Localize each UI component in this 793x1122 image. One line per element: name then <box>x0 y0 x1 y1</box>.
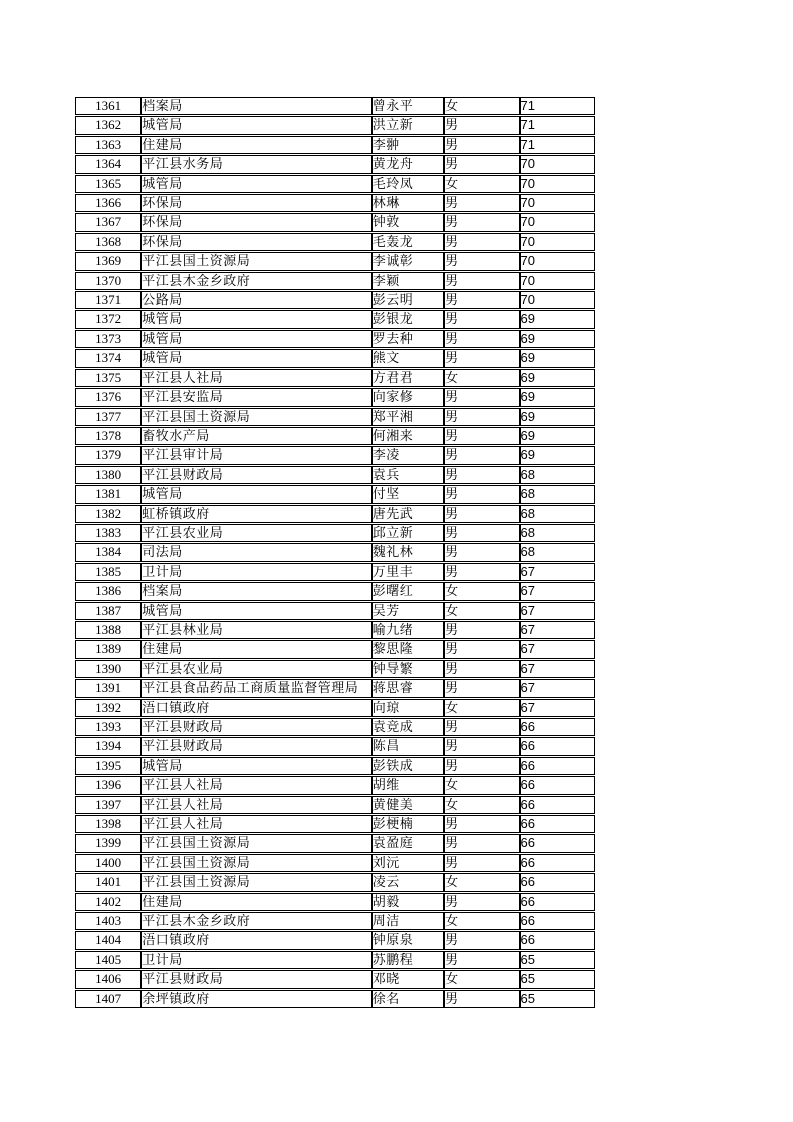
org-cell: 平江县国土资源局 <box>141 854 371 872</box>
score-cell: 67 <box>520 563 595 581</box>
score-cell: 67 <box>520 621 595 639</box>
score-cell: 69 <box>520 446 595 464</box>
table-row <box>75 310 595 328</box>
gender-cell: 男 <box>444 136 519 154</box>
rank-cell: 1388 <box>75 621 141 639</box>
score-cell: 66 <box>520 893 595 911</box>
table-row <box>75 369 595 387</box>
org-cell: 平江县木金乡政府 <box>141 272 371 290</box>
table-row <box>75 563 595 581</box>
name-cell: 胡毅 <box>372 893 444 911</box>
score-cell: 67 <box>520 660 595 678</box>
name-cell: 彭曙红 <box>372 582 444 600</box>
org-cell: 平江县农业局 <box>141 524 371 542</box>
gender-cell: 男 <box>444 388 519 406</box>
rank-cell: 1407 <box>75 990 141 1008</box>
table-row <box>75 679 595 697</box>
org-cell: 卫计局 <box>141 563 371 581</box>
table-row <box>75 699 595 717</box>
gender-cell: 男 <box>444 408 519 426</box>
table-row <box>75 136 595 154</box>
score-cell: 66 <box>520 873 595 891</box>
name-cell: 何湘来 <box>372 427 444 445</box>
org-cell: 平江县人社局 <box>141 776 371 794</box>
gender-cell: 男 <box>444 291 519 309</box>
table-row <box>75 912 595 930</box>
gender-cell: 女 <box>444 602 519 620</box>
org-cell: 平江县食品药品工商质量监督管理局 <box>141 679 371 697</box>
org-cell: 平江县人社局 <box>141 369 371 387</box>
table-row <box>75 388 595 406</box>
org-cell: 平江县审计局 <box>141 446 371 464</box>
gender-cell: 男 <box>444 893 519 911</box>
org-cell: 城管局 <box>141 757 371 775</box>
name-cell: 向琼 <box>372 699 444 717</box>
score-cell: 65 <box>520 951 595 969</box>
table-row <box>75 427 595 445</box>
gender-cell: 男 <box>444 854 519 872</box>
score-cell: 71 <box>520 116 595 134</box>
gender-cell: 女 <box>444 970 519 988</box>
name-cell: 邓晓 <box>372 970 444 988</box>
org-cell: 平江县国土资源局 <box>141 408 371 426</box>
score-cell: 70 <box>520 175 595 193</box>
score-cell: 68 <box>520 505 595 523</box>
org-cell: 平江县财政局 <box>141 466 371 484</box>
table-row <box>75 155 595 173</box>
score-cell: 66 <box>520 834 595 852</box>
name-cell: 魏礼林 <box>372 543 444 561</box>
gender-cell: 女 <box>444 776 519 794</box>
rank-cell: 1379 <box>75 446 141 464</box>
rank-cell: 1389 <box>75 640 141 658</box>
name-cell: 彭云明 <box>372 291 444 309</box>
rank-cell: 1403 <box>75 912 141 930</box>
rank-cell: 1395 <box>75 757 141 775</box>
gender-cell: 男 <box>444 485 519 503</box>
score-cell: 70 <box>520 252 595 270</box>
rank-cell: 1387 <box>75 602 141 620</box>
rank-cell: 1394 <box>75 737 141 755</box>
org-cell: 浯口镇政府 <box>141 699 371 717</box>
name-cell: 袁竞成 <box>372 718 444 736</box>
rank-cell: 1392 <box>75 699 141 717</box>
name-cell: 喻九绪 <box>372 621 444 639</box>
rank-cell: 1375 <box>75 369 141 387</box>
score-cell: 66 <box>520 854 595 872</box>
org-cell: 平江县人社局 <box>141 796 371 814</box>
gender-cell: 男 <box>444 990 519 1008</box>
rank-cell: 1401 <box>75 873 141 891</box>
gender-cell: 男 <box>444 543 519 561</box>
gender-cell: 男 <box>444 213 519 231</box>
name-cell: 刘沅 <box>372 854 444 872</box>
org-cell: 城管局 <box>141 349 371 367</box>
name-cell: 李诚彰 <box>372 252 444 270</box>
gender-cell: 男 <box>444 427 519 445</box>
gender-cell: 男 <box>444 718 519 736</box>
org-cell: 环保局 <box>141 213 371 231</box>
table-row <box>75 776 595 794</box>
rank-cell: 1361 <box>75 97 141 115</box>
rank-cell: 1404 <box>75 931 141 949</box>
score-cell: 68 <box>520 524 595 542</box>
gender-cell: 男 <box>444 640 519 658</box>
table-row <box>75 815 595 833</box>
org-cell: 卫计局 <box>141 951 371 969</box>
score-cell: 65 <box>520 970 595 988</box>
table-row <box>75 194 595 212</box>
gender-cell: 男 <box>444 524 519 542</box>
score-cell: 66 <box>520 796 595 814</box>
name-cell: 黄龙舟 <box>372 155 444 173</box>
name-cell: 钟导繁 <box>372 660 444 678</box>
org-cell: 住建局 <box>141 136 371 154</box>
gender-cell: 男 <box>444 116 519 134</box>
org-cell: 城管局 <box>141 310 371 328</box>
score-cell: 70 <box>520 213 595 231</box>
table-row <box>75 524 595 542</box>
org-cell: 城管局 <box>141 175 371 193</box>
org-cell: 平江县国土资源局 <box>141 873 371 891</box>
table-row <box>75 446 595 464</box>
score-cell: 71 <box>520 97 595 115</box>
rank-cell: 1384 <box>75 543 141 561</box>
name-cell: 李凌 <box>372 446 444 464</box>
table-row <box>75 621 595 639</box>
table-row <box>75 543 595 561</box>
score-cell: 70 <box>520 194 595 212</box>
name-cell: 袁兵 <box>372 466 444 484</box>
rank-cell: 1369 <box>75 252 141 270</box>
org-cell: 平江县国土资源局 <box>141 252 371 270</box>
name-cell: 李翀 <box>372 136 444 154</box>
rank-cell: 1374 <box>75 349 141 367</box>
rank-cell: 1393 <box>75 718 141 736</box>
name-cell: 周洁 <box>372 912 444 930</box>
table-row <box>75 893 595 911</box>
score-cell: 66 <box>520 931 595 949</box>
rank-cell: 1376 <box>75 388 141 406</box>
gender-cell: 男 <box>444 233 519 251</box>
org-cell: 城管局 <box>141 116 371 134</box>
org-cell: 城管局 <box>141 485 371 503</box>
rank-cell: 1362 <box>75 116 141 134</box>
rank-cell: 1405 <box>75 951 141 969</box>
org-cell: 平江县财政局 <box>141 718 371 736</box>
org-cell: 浯口镇政府 <box>141 931 371 949</box>
org-cell: 环保局 <box>141 194 371 212</box>
table-row <box>75 834 595 852</box>
gender-cell: 男 <box>444 194 519 212</box>
score-cell: 67 <box>520 602 595 620</box>
gender-cell: 女 <box>444 97 519 115</box>
rank-cell: 1402 <box>75 893 141 911</box>
score-cell: 66 <box>520 737 595 755</box>
score-cell: 69 <box>520 369 595 387</box>
name-cell: 彭梗楠 <box>372 815 444 833</box>
score-cell: 66 <box>520 776 595 794</box>
score-cell: 70 <box>520 233 595 251</box>
rank-cell: 1383 <box>75 524 141 542</box>
score-cell: 70 <box>520 272 595 290</box>
table-row <box>75 582 595 600</box>
rank-cell: 1364 <box>75 155 141 173</box>
name-cell: 吴芳 <box>372 602 444 620</box>
name-cell: 罗去种 <box>372 330 444 348</box>
table-row <box>75 737 595 755</box>
score-cell: 66 <box>520 815 595 833</box>
name-cell: 徐名 <box>372 990 444 1008</box>
org-cell: 档案局 <box>141 97 371 115</box>
score-cell: 70 <box>520 291 595 309</box>
score-cell: 68 <box>520 485 595 503</box>
rank-cell: 1391 <box>75 679 141 697</box>
rank-cell: 1385 <box>75 563 141 581</box>
org-cell: 虹桥镇政府 <box>141 505 371 523</box>
table-row <box>75 349 595 367</box>
rank-cell: 1377 <box>75 408 141 426</box>
org-cell: 司法局 <box>141 543 371 561</box>
name-cell: 万里丰 <box>372 563 444 581</box>
table-row <box>75 272 595 290</box>
gender-cell: 女 <box>444 699 519 717</box>
gender-cell: 男 <box>444 466 519 484</box>
rank-cell: 1366 <box>75 194 141 212</box>
name-cell: 郑平湘 <box>372 408 444 426</box>
gender-cell: 男 <box>444 330 519 348</box>
rank-cell: 1382 <box>75 505 141 523</box>
gender-cell: 女 <box>444 582 519 600</box>
org-cell: 平江县财政局 <box>141 737 371 755</box>
org-cell: 城管局 <box>141 602 371 620</box>
gender-cell: 女 <box>444 873 519 891</box>
gender-cell: 男 <box>444 660 519 678</box>
name-cell: 钟敦 <box>372 213 444 231</box>
org-cell: 档案局 <box>141 582 371 600</box>
score-cell: 69 <box>520 408 595 426</box>
name-cell: 毛玲凤 <box>372 175 444 193</box>
gender-cell: 男 <box>444 155 519 173</box>
gender-cell: 男 <box>444 834 519 852</box>
score-cell: 69 <box>520 427 595 445</box>
org-cell: 住建局 <box>141 893 371 911</box>
gender-cell: 男 <box>444 815 519 833</box>
org-cell: 环保局 <box>141 233 371 251</box>
name-cell: 凌云 <box>372 873 444 891</box>
score-cell: 69 <box>520 310 595 328</box>
table-row <box>75 640 595 658</box>
org-cell: 畜牧水产局 <box>141 427 371 445</box>
score-cell: 66 <box>520 718 595 736</box>
name-cell: 黎思隆 <box>372 640 444 658</box>
org-cell: 公路局 <box>141 291 371 309</box>
rank-cell: 1406 <box>75 970 141 988</box>
rank-cell: 1398 <box>75 815 141 833</box>
rank-cell: 1378 <box>75 427 141 445</box>
score-cell: 66 <box>520 912 595 930</box>
score-cell: 67 <box>520 699 595 717</box>
rank-cell: 1372 <box>75 310 141 328</box>
table-row <box>75 505 595 523</box>
gender-cell: 男 <box>444 931 519 949</box>
name-cell: 陈昌 <box>372 737 444 755</box>
org-cell: 住建局 <box>141 640 371 658</box>
table-row <box>75 213 595 231</box>
rank-cell: 1368 <box>75 233 141 251</box>
table-row <box>75 718 595 736</box>
name-cell: 林琳 <box>372 194 444 212</box>
org-cell: 平江县国土资源局 <box>141 834 371 852</box>
gender-cell: 女 <box>444 175 519 193</box>
table-row <box>75 252 595 270</box>
rank-cell: 1367 <box>75 213 141 231</box>
score-cell: 69 <box>520 330 595 348</box>
gender-cell: 男 <box>444 446 519 464</box>
table-row <box>75 757 595 775</box>
rank-cell: 1380 <box>75 466 141 484</box>
name-cell: 彭银龙 <box>372 310 444 328</box>
org-cell: 平江县人社局 <box>141 815 371 833</box>
table-row <box>75 660 595 678</box>
name-cell: 洪立新 <box>372 116 444 134</box>
score-table-container <box>75 96 595 1009</box>
table-row <box>75 466 595 484</box>
table-row <box>75 97 595 115</box>
score-cell: 71 <box>520 136 595 154</box>
gender-cell: 女 <box>444 912 519 930</box>
table-row <box>75 175 595 193</box>
name-cell: 黄健美 <box>372 796 444 814</box>
rank-cell: 1373 <box>75 330 141 348</box>
gender-cell: 男 <box>444 679 519 697</box>
score-cell: 68 <box>520 543 595 561</box>
name-cell: 方君君 <box>372 369 444 387</box>
table-row <box>75 233 595 251</box>
gender-cell: 男 <box>444 505 519 523</box>
gender-cell: 男 <box>444 951 519 969</box>
name-cell: 苏鹏程 <box>372 951 444 969</box>
rank-cell: 1365 <box>75 175 141 193</box>
score-cell: 68 <box>520 466 595 484</box>
rank-cell: 1400 <box>75 854 141 872</box>
table-row <box>75 485 595 503</box>
rank-cell: 1397 <box>75 796 141 814</box>
name-cell: 向家修 <box>372 388 444 406</box>
rank-cell: 1363 <box>75 136 141 154</box>
name-cell: 蒋思睿 <box>372 679 444 697</box>
rank-cell: 1370 <box>75 272 141 290</box>
name-cell: 邱立新 <box>372 524 444 542</box>
score-table-body <box>75 97 595 1008</box>
rank-cell: 1390 <box>75 660 141 678</box>
name-cell: 曾永平 <box>372 97 444 115</box>
score-cell: 70 <box>520 155 595 173</box>
rank-cell: 1396 <box>75 776 141 794</box>
table-row <box>75 951 595 969</box>
name-cell: 熊文 <box>372 349 444 367</box>
name-cell: 袁盈庭 <box>372 834 444 852</box>
score-cell: 69 <box>520 388 595 406</box>
name-cell: 钟原泉 <box>372 931 444 949</box>
table-row <box>75 330 595 348</box>
score-cell: 66 <box>520 757 595 775</box>
org-cell: 余坪镇政府 <box>141 990 371 1008</box>
table-row <box>75 291 595 309</box>
name-cell: 李颖 <box>372 272 444 290</box>
rank-cell: 1386 <box>75 582 141 600</box>
org-cell: 平江县林业局 <box>141 621 371 639</box>
gender-cell: 男 <box>444 252 519 270</box>
gender-cell: 男 <box>444 737 519 755</box>
score-cell: 65 <box>520 990 595 1008</box>
gender-cell: 女 <box>444 796 519 814</box>
name-cell: 毛轰龙 <box>372 233 444 251</box>
score-cell: 67 <box>520 582 595 600</box>
org-cell: 平江县水务局 <box>141 155 371 173</box>
table-row <box>75 796 595 814</box>
rank-cell: 1371 <box>75 291 141 309</box>
name-cell: 胡维 <box>372 776 444 794</box>
table-row <box>75 931 595 949</box>
gender-cell: 女 <box>444 369 519 387</box>
score-cell: 69 <box>520 349 595 367</box>
table-row <box>75 970 595 988</box>
gender-cell: 男 <box>444 349 519 367</box>
gender-cell: 男 <box>444 272 519 290</box>
table-row <box>75 990 595 1008</box>
table-row <box>75 854 595 872</box>
org-cell: 平江县财政局 <box>141 970 371 988</box>
table-row <box>75 602 595 620</box>
table-row <box>75 408 595 426</box>
gender-cell: 男 <box>444 563 519 581</box>
org-cell: 平江县安监局 <box>141 388 371 406</box>
rank-cell: 1381 <box>75 485 141 503</box>
org-cell: 平江县木金乡政府 <box>141 912 371 930</box>
rank-cell: 1399 <box>75 834 141 852</box>
gender-cell: 男 <box>444 621 519 639</box>
score-cell: 67 <box>520 679 595 697</box>
table-row <box>75 873 595 891</box>
name-cell: 唐先武 <box>372 505 444 523</box>
table-row <box>75 116 595 134</box>
score-cell: 67 <box>520 640 595 658</box>
gender-cell: 男 <box>444 757 519 775</box>
name-cell: 付坚 <box>372 485 444 503</box>
org-cell: 城管局 <box>141 330 371 348</box>
org-cell: 平江县农业局 <box>141 660 371 678</box>
score-table <box>75 96 595 1009</box>
gender-cell: 男 <box>444 310 519 328</box>
name-cell: 彭铁成 <box>372 757 444 775</box>
